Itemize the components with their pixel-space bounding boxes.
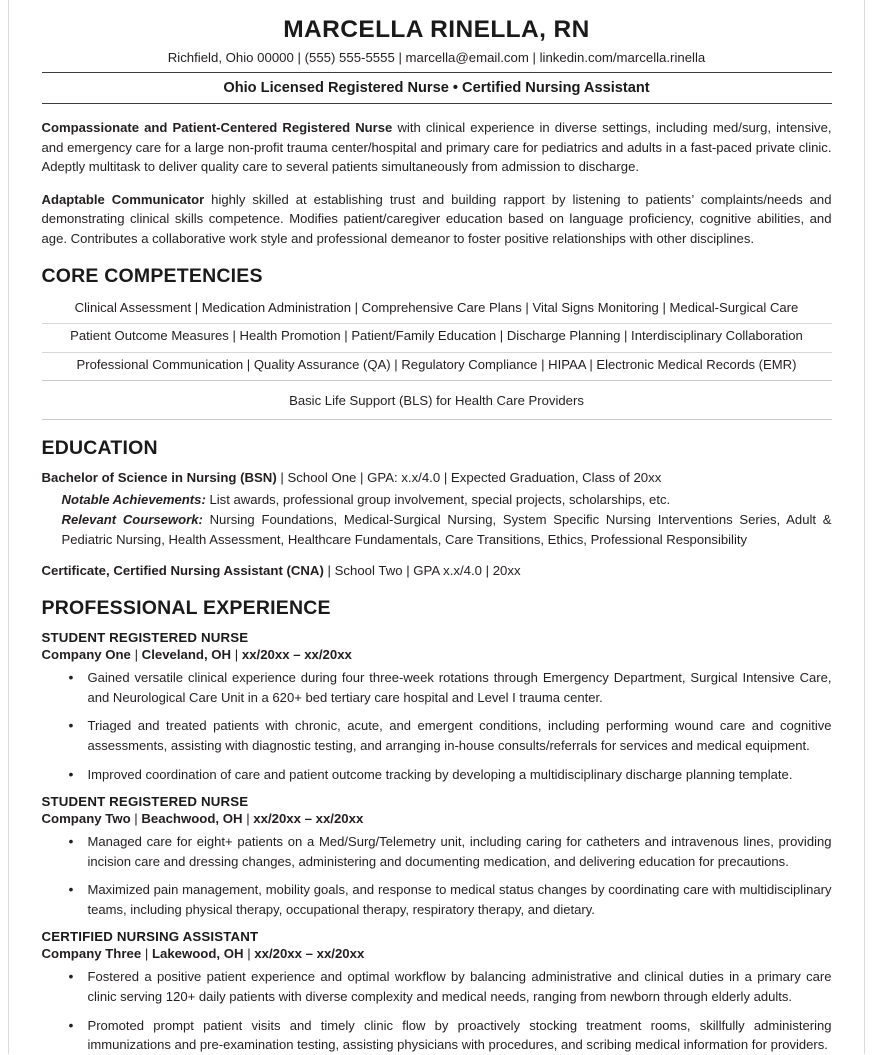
- job-company: Company One: [41, 647, 131, 663]
- education-spacer: [42, 551, 832, 561]
- education-degree-detail: | School One | GPA: x.x/4.0 | Expected Graduation, Class of 20xx: [276, 469, 662, 485]
- job-title: STUDENT REGISTERED NURSE: [41, 794, 249, 810]
- job-dates: xx/20xx – xx/20xx: [241, 647, 352, 663]
- summary-lead-2: Adaptable Communicator: [41, 191, 205, 207]
- achievements-text: List awards, professional group involvement, special projects, scholarships, etc.: [205, 491, 671, 507]
- job-separator: |: [130, 647, 142, 663]
- summary-paragraph-1: [42, 118, 832, 177]
- job-bullets: [42, 832, 832, 919]
- job-bullet: • Managed care for eight+ patients on a Med/Surg/Telemetry unit, including caring for catheters and intravenous lines, providing incision care and dressing changes, administering and documenting medication, and delivering education for precautions.: [42, 832, 832, 871]
- summary-section: [42, 104, 832, 248]
- education-degree-line: [42, 561, 832, 581]
- job-bullet: • Triaged and treated patients with chronic, acute, and emergent conditions, including performing wound care and cognitive assessments, assisting with diagnostic testing, and arranging in-house consults/referrals for services and medical equipment.: [42, 716, 832, 755]
- education-entry-1: [42, 468, 832, 550]
- experience-entry: [42, 929, 832, 1054]
- job-title: CERTIFIED NURSING ASSISTANT: [41, 929, 259, 945]
- education-entry-2: [42, 561, 832, 581]
- job-company: Company Three: [41, 946, 142, 962]
- job-meta: [42, 811, 832, 826]
- experience-entry: [42, 630, 832, 784]
- job-company: Company Two: [41, 811, 131, 827]
- summary-paragraph-2: [42, 190, 832, 249]
- section-heading-professional-experience: PROFESSIONAL EXPERIENCE: [41, 597, 331, 620]
- professional-headline: Ohio Licensed Registered Nurse • Certified Nursing Assistant: [223, 80, 650, 96]
- education-degree-detail: | School Two | GPA x.x/4.0 | 20xx: [323, 562, 521, 578]
- job-separator: |: [242, 811, 254, 827]
- coursework-label: Relevant Coursework:: [61, 512, 203, 528]
- job-separator: |: [243, 946, 255, 962]
- certification-note: Basic Life Support (BLS) for Health Care Providers: [42, 381, 832, 420]
- job-dates: xx/20xx – xx/20xx: [253, 811, 364, 827]
- summary-text-2: highly skilled at establishing trust and building rapport by listening to patients’ complaints/needs and demonstrating clinical skills competence. Modifies patient/caregiver education based on language proficiency, cognitive abilities, and age. Contributes a collaborative work style and professional demeanor to foster positive relationships with other disciplines.: [41, 191, 832, 246]
- competency-row: Patient Outcome Measures | Health Promotion | Patient/Family Education | Discharge Planning | Interdisciplinary Collaboration: [42, 324, 832, 352]
- job-bullets: [42, 668, 832, 784]
- job-location: Cleveland, OH: [141, 647, 232, 663]
- education-achievements: [42, 490, 832, 510]
- achievements-label: Notable Achievements:: [61, 491, 206, 507]
- education-degree-name: Certificate, Certified Nursing Assistant (CNA): [41, 562, 324, 578]
- job-separator: |: [231, 647, 242, 663]
- education-coursework: [42, 510, 832, 549]
- job-bullet: • Gained versatile clinical experience during four three-week rotations through Emergency Department, Surgical Intensive Care, and Neurological Care Unit in a 620+ bed tertiary care hospital and Level I trauma center.: [42, 668, 832, 707]
- job-bullet: • Improved coordination of care and patient outcome tracking by developing a multidisciplinary discharge planning template.: [42, 765, 832, 785]
- coursework-text: Nursing Foundations, Medical-Surgical Nursing, System Specific Nursing Interventions Series, Adult & Pediatric Nursing, Health Assessment, Healthcare Fundamentals, Care Transitions, Ethics, Professional Responsibility: [61, 512, 832, 547]
- job-bullet: • Maximized pain management, mobility goals, and response to medical status changes by coordinating care with multidisciplinary teams, including physical therapy, occupational therapy, respiratory therapy, and dietary.: [42, 880, 832, 919]
- competency-row: Clinical Assessment | Medication Administration | Comprehensive Care Plans | Vital Signs Monitoring | Medical-Surgical Care: [42, 296, 832, 324]
- experience-entry: [42, 794, 832, 919]
- job-meta: [42, 946, 832, 961]
- job-title: STUDENT REGISTERED NURSE: [41, 630, 249, 646]
- page-left-border: [8, 0, 9, 1054]
- job-meta: [42, 647, 832, 662]
- job-separator: |: [141, 946, 152, 962]
- job-location: Beachwood, OH: [141, 811, 243, 827]
- education-degree-name: Bachelor of Science in Nursing (BSN): [41, 469, 277, 485]
- page-right-border: [864, 0, 865, 1054]
- education-degree-line: [42, 468, 832, 488]
- job-separator: |: [130, 811, 142, 827]
- contact-line: Richfield, Ohio 00000 | (555) 555-5555 | marcella@email.com | linkedin.com/marcella.rinella: [167, 50, 706, 65]
- job-dates: xx/20xx – xx/20xx: [254, 946, 365, 962]
- job-bullets: [42, 967, 832, 1054]
- section-heading-core-competencies: CORE COMPETENCIES: [41, 265, 263, 287]
- job-location: Lakewood, OH: [151, 946, 244, 962]
- candidate-name: MARCELLA RINELLA, RN: [283, 16, 590, 43]
- core-competencies-block: [42, 296, 832, 420]
- summary-lead-1: Compassionate and Patient-Centered Registered Nurse: [41, 120, 393, 135]
- job-bullet: • Fostered a positive patient experience and optimal workflow by balancing administrative and clinical duties in a primary care clinic serving 120+ daily patients with diverse complexity and medical needs, ranging from newborn through elderly adults.: [42, 967, 832, 1006]
- section-heading-education: EDUCATION: [41, 436, 158, 459]
- job-bullet: • Promoted prompt patient visits and timely clinic flow by proactively stocking treatment rooms, skillfully administering immunizations and pre-examination testing, assisting physicians with procedures, and scribing medical information for providers.: [42, 1016, 832, 1055]
- resume-content: [42, 0, 832, 1055]
- summary-text-1: with clinical experience in diverse settings, including med/surg, intensive, and emergency care for a large non-profit trauma center/hospital and primary care for pediatrics and adults in a fast-paced private clinic. Adeptly multitask to deliver quality care to several patients simultaneously from admission to discharge.: [41, 120, 832, 174]
- competency-row: Professional Communication | Quality Assurance (QA) | Regulatory Compliance | HIPAA | Electronic Medical Records (EMR): [42, 353, 832, 381]
